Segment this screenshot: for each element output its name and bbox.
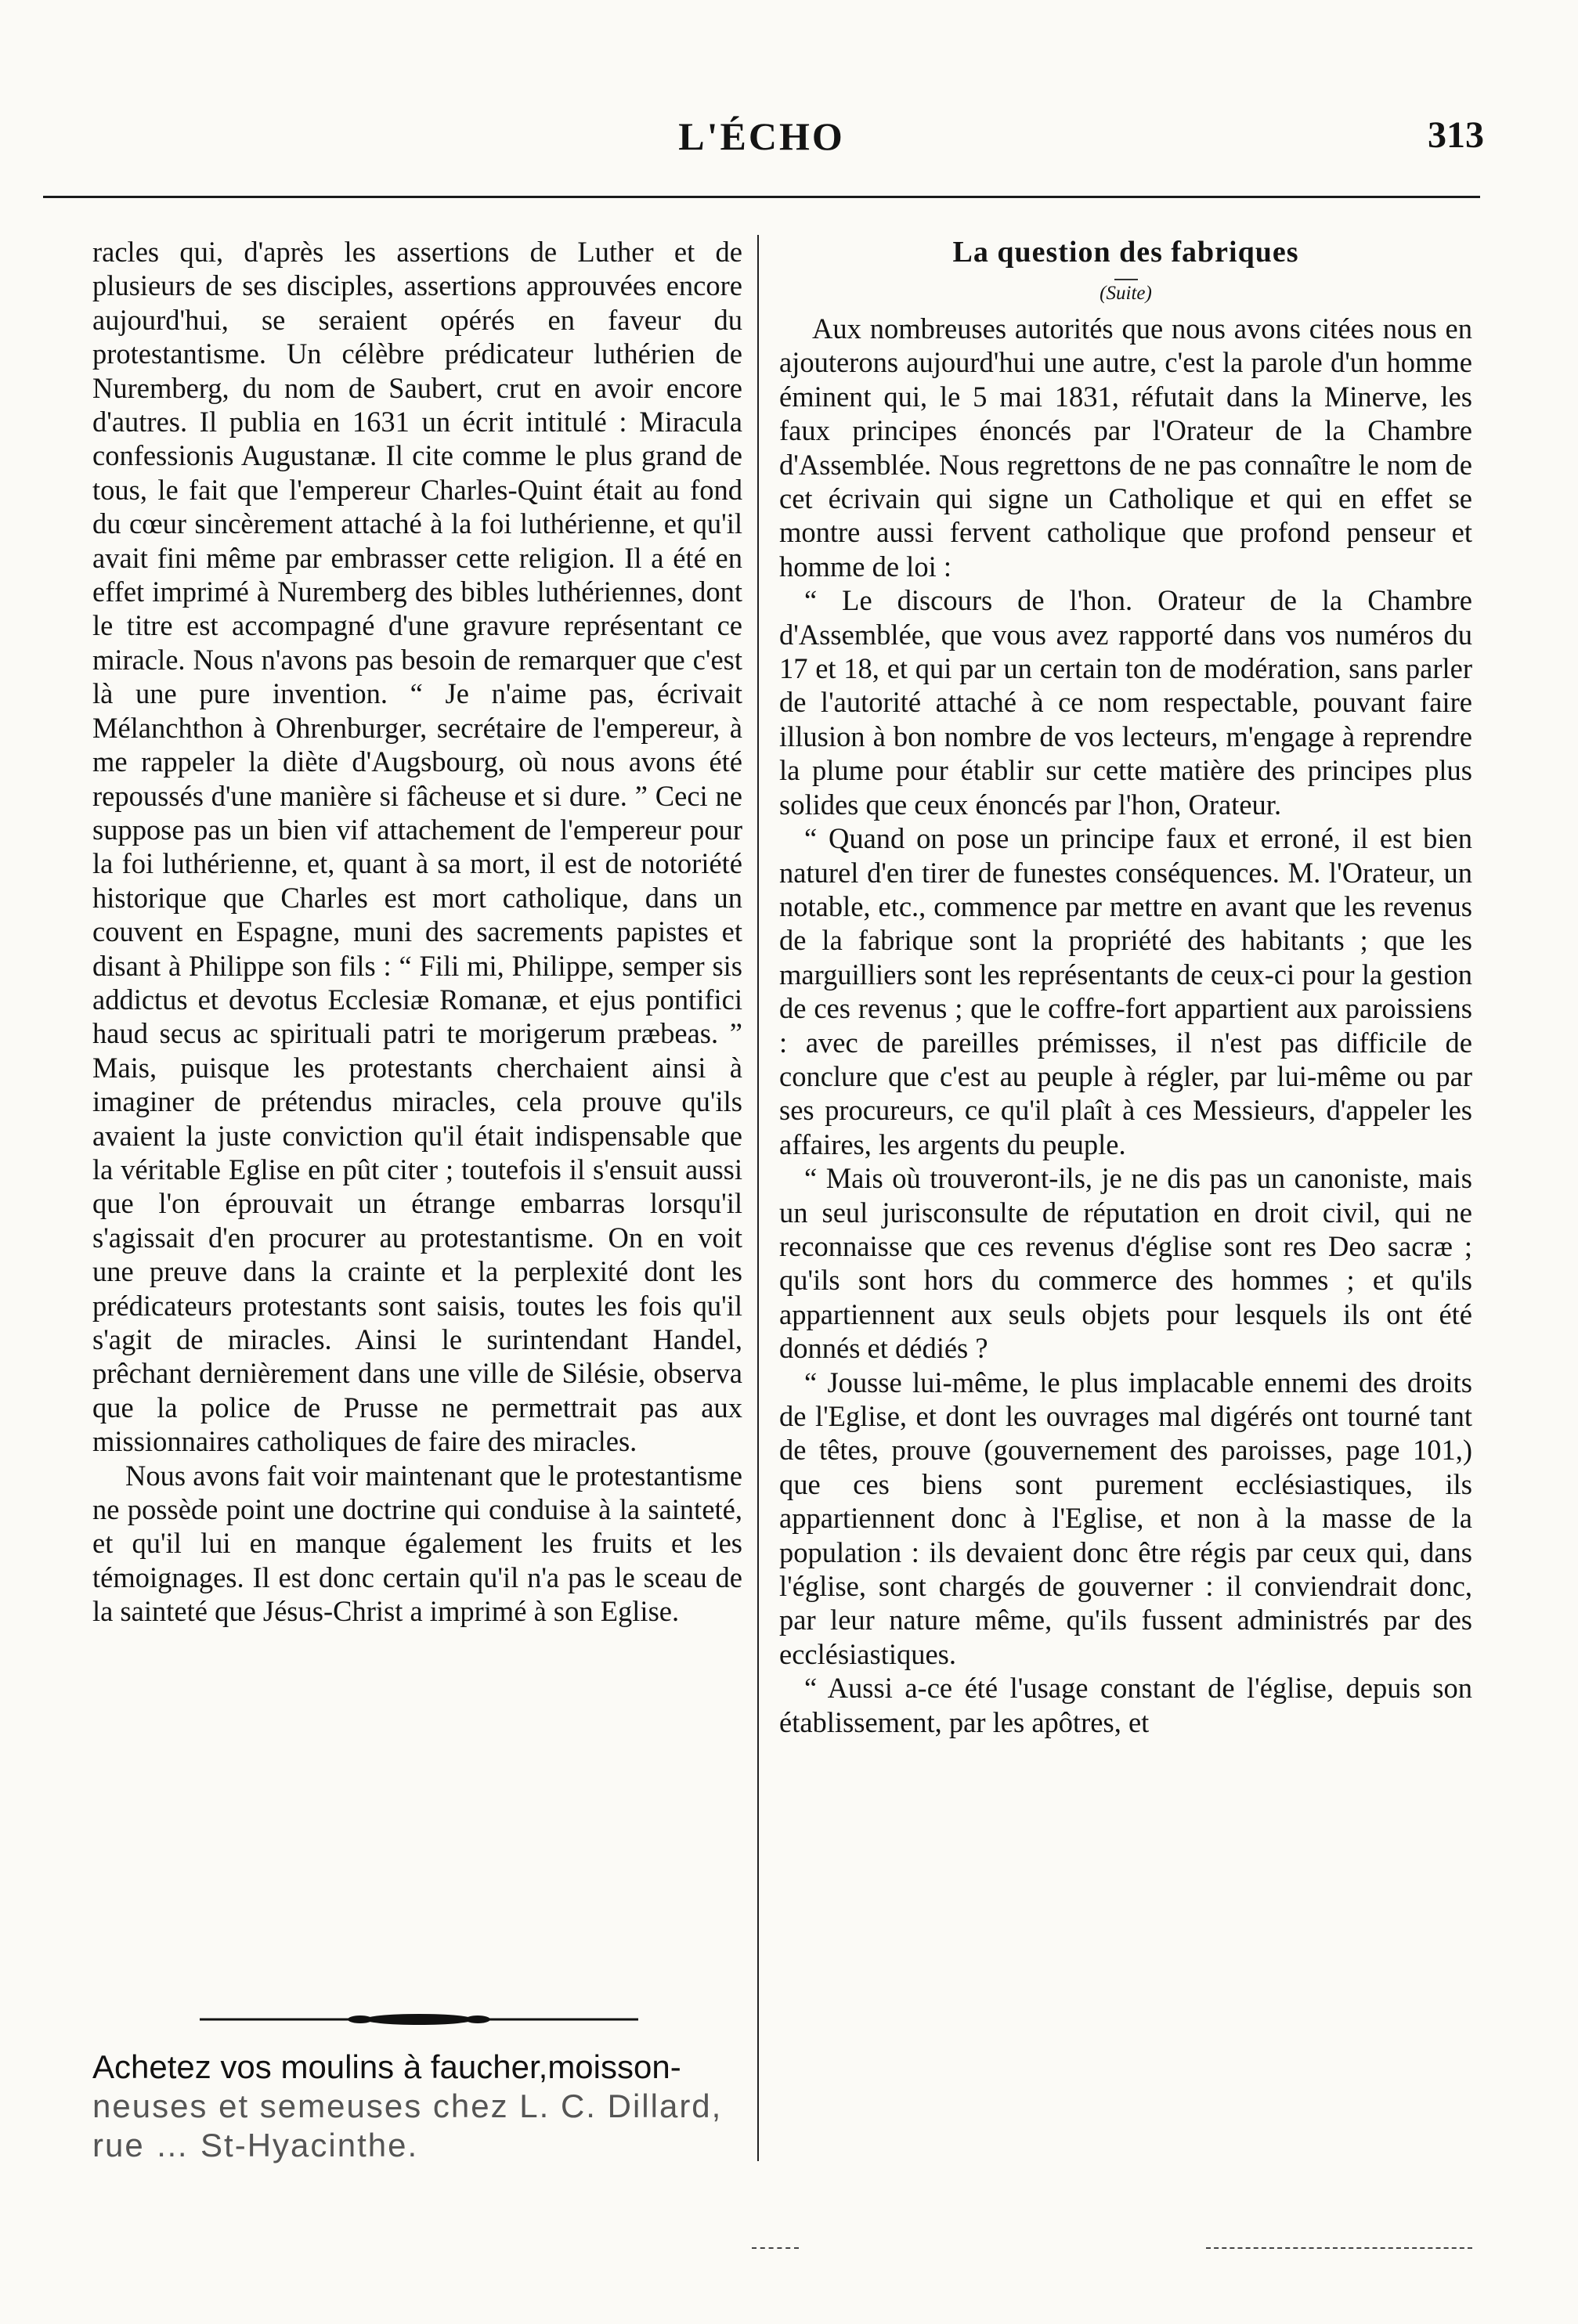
left-paragraph-1: racles qui, d'après les assertions de Luther et de plusieurs de ses disciples, assertions approuvées encore aujourd'hui, se seraient opérés en faveur du protestantisme. Un célèbre prédicateur luthérien de Nuremberg, du nom de Saubert, crut en avoir encore d'autres. Il publia en 1631 un écrit intitulé : Miracula confessionis Augustanæ. Il cite comme le plus grand de tous, le fait que l'empereur Charles-Quint était au fond du cœur sincèrement attaché à la foi luthérienne, et qu'il avait fini même par embrasser cette religion. Il a été en effet imprimé à Nuremberg des bibles luthériennes, dont le titre est accompagné d'une gravure représentant ce miracle. Nous n'avons pas besoin de remarquer que c'est là une pure invention. “ Je n'aime pas, écrivait Mélanchthon à Ohrenburger, secrétaire de l'empereur, à me rappeler la diète d'Augsbourg, où nous avons été repoussés d'une manière si fâcheuse et si dure. ” Ceci ne suppose pas un bien vif attachement de l'empereur pour la foi luthérienne, et, quant à sa mort, il est de notoriété historique que Charles est mort catholique, dans un couvent en Espagne, muni des sacrements papistes et disant à Philippe son fils : “ Fili mi, Philippe, semper sis addictus et devotus Ecclesiæ Romanæ, et ejus pontifici haud secus ac spirituali patri te morigerum præbeas. ” Mais, puisque les protestants cherchaient ainsi à imaginer de prétendus miracles, cela prouve qu'ils avaient la juste conviction qu'il était indispensable que la véritable Eglise en pût citer ; toutefois il s'ensuit aussi que l'on éprouvait un étrange embarras lorsqu'il s'agissait d'en procurer au protestantisme. On en voit une preuve dans la crainte et la perplexité dont les prédicateurs protestants sont saisis, toutes les fois qu'il s'agit de miracles. Ainsi le surintendant Handel, prêchant dernièrement dans une ville de Silésie, observa que la police de Prusse ne permettrait pas aux missionnaires catholiques de faire des miracles.	[92, 236, 742, 1458]
right-paragraph-2: “ Le discours de l'hon. Orateur de la Chambre d'Assemblée, que vous avez rapporté dans vos numéros du 17 et 18, et qui par un certain ton de modération, sans parler de l'autorité attaché à ce nom respectable, pouvant faire illusion à bon nombre de vos lecteurs, m'engage à reprendre la plume pour établir sur cette matière des principes plus solides que ceux énoncés par l'hon, Orateur.	[779, 584, 1472, 821]
advert-line-1: Achetez vos moulins à faucher,moisson-	[92, 2048, 681, 2085]
advertisement	[92, 2048, 750, 2165]
left-column	[92, 235, 742, 1629]
journal-title: L'ÉCHO	[678, 114, 845, 158]
advert-line-3: rue … St-Hyacinthe.	[92, 2127, 419, 2163]
left-paragraph-2: Nous avons fait voir maintenant que le protestantisme ne possède point une doctrine qui conduise à la sainteté, et qu'il lui en manque également les fruits et les témoignages. Il est donc certain qu'il n'a pas le sceau de la sainteté que Jésus-Christ a imprimé à son Eglise.	[92, 1459, 742, 1628]
right-paragraph-5: “ Jousse lui-même, le plus implacable ennemi des droits de l'Eglise, et dont les ouvrages mal digérés ont tourné tant de têtes, prouve (gouvernement des paroisses, page 101,) que ces biens sont purement ecclésiastiques, ils appartiennent donc à l'Eglise, et non à la masse de la population : ils devaient donc être régis par ceux qui, dans l'église, sont chargés de gouverner : il conviendrait donc, par leur nature même, qu'ils fussent administrés par des ecclésiastiques.	[779, 1366, 1472, 1670]
page-number: 313	[1428, 114, 1484, 156]
right-column	[779, 235, 1472, 1739]
page-header	[39, 114, 1484, 184]
footer-dash-left	[752, 2247, 799, 2249]
advert-line-2: neuses et semeuses chez L. C. Dillard,	[92, 2088, 723, 2124]
right-paragraph-4: “ Mais où trouveront-ils, je ne dis pas un canoniste, mais un seul jurisconsulte de réputation en droit civil, qui ne reconnaisse que ces revenus d'église sont res Deo sacræ ; qu'ils sont hors du commerce des hommes ; et qu'ils appartiennent aux seuls objets pour lesquels ils ont été donnés et dédiés ?	[779, 1162, 1472, 1365]
header-rule	[43, 196, 1480, 198]
right-paragraph-6: “ Aussi a-ce été l'usage constant de l'église, depuis son établissement, par les apôtres, et	[779, 1672, 1472, 1738]
section-title: La question des fabriques	[952, 236, 1299, 269]
right-paragraph-3: “ Quand on pose un principe faux et erroné, il est bien naturel d'en tirer de funestes conséquences. M. l'Orateur, un notable, etc., commence par mettre en avant que les revenus de la fabrique sont la propriété des habitants ; que les marguilliers sont les représentants de ceux-ci pour la gestion de ces revenus ; que le coffre-fort appartient aux paroissiens : avec de pareilles prémisses, il n'est pas difficile de conclure que c'est au peuple à régler, par lui-même ou par ses procureurs, ce qu'il plaît à ces Messieurs, d'appeler les affaires, les argents du peuple.	[779, 822, 1472, 1160]
section-subtitle: (Suite)	[779, 280, 1472, 307]
column-separator	[757, 235, 759, 2161]
right-paragraph-1: Aux nombreuses autorités que nous avons citées nous en ajouterons aujourd'hui une autre, c'est la parole d'un homme éminent qui, le 5 mai 1831, réfutait dans la Minerve, les faux principes énoncés par l'Orateur de la Chambre d'Assemblée. Nous regrettons de ne pas connaître le nom de cet écrivain qui signe un Catholique et qui en effet se montre aussi fervent catholique que profond penseur et homme de loi :	[779, 312, 1472, 583]
ornament-divider	[200, 2012, 638, 2026]
footer-dash-right	[1206, 2247, 1472, 2249]
